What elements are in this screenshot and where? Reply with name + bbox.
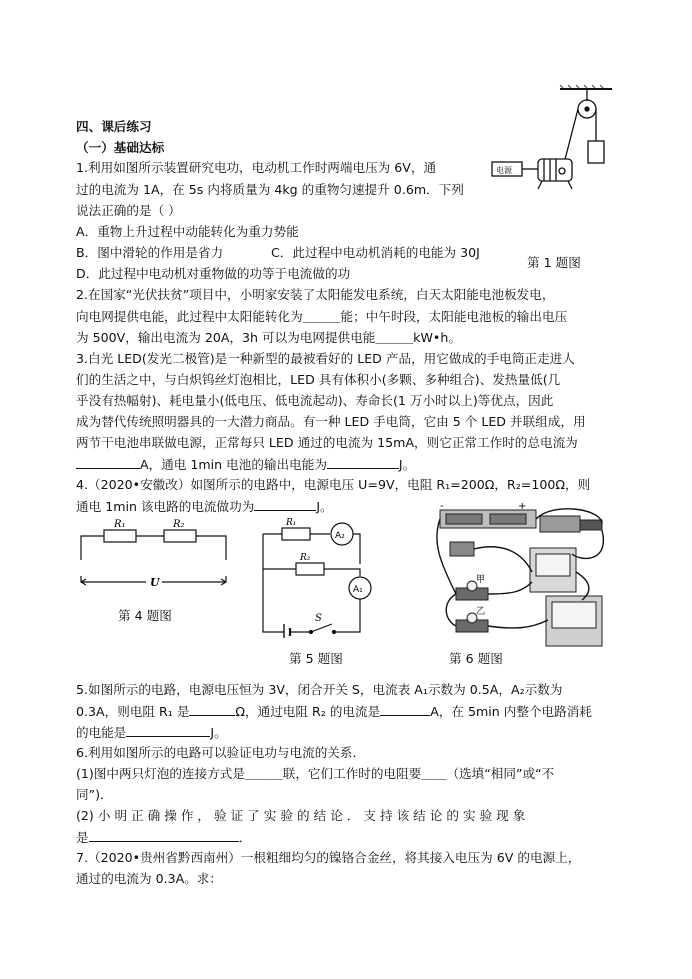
figure-5-r1-label: R₁ [286,518,297,528]
q5-line2 [76,703,592,720]
q5-line3-text-a: 的电能是 [76,725,127,740]
q6-line3: 同”)． [76,787,113,802]
figure-6-yi-label: 乙 [476,607,486,617]
q5-line2-text-a: 0.3A，则电阻 R₁ 是 [76,704,190,719]
figure-4-r2-label: R₂ [173,519,185,530]
q4-blank-work[interactable] [254,498,316,511]
q3-line5: 两节干电池串联做电源，正常每只 LED 通过的电流为 15mA，则它正常工作时的总电流为 [76,435,578,450]
figure-4-r1-label: R₁ [114,519,126,530]
q5-line3 [76,724,227,741]
figure-4-u-label: U [150,576,160,589]
section-title: 四、课后练习 [76,119,152,134]
q6-blank-phenomenon[interactable] [89,829,239,842]
q6-line5-text-b: ． [238,830,252,845]
q5-line1: 5.如图所示的电路，电源电压恒为 3V，闭合开关 S，电流表 A₁示数为 0.5A，A₂示数为 [76,682,563,697]
figure-5-circuit [248,512,388,638]
figure-5-switch-label: S [315,613,322,624]
figure-6-jia-label: 甲 [476,575,486,585]
q6-line5-text-a: 是 [76,830,89,845]
q3-line3: 乎没有热幅射)、耗电量小(低电压、低电流起动)、寿命长(1 万小时以上)等优点，因此 [76,393,554,408]
figure-1-motor-pulley [490,85,620,235]
q3-line4: 成为替代传统照明器具的一大潜力商品。有一种 LED 手电筒，它由 5 个 LED 并联组成，用 [76,414,586,429]
q1-line3: 说法正确的是（ ） [76,203,181,218]
q4-line1: 4.（2020•安徽改）如图所示的电路中，电源电压 U=9V，电阻 R₁=200Ω，R₂=100Ω，则 [76,477,591,492]
q5-blank-energy[interactable] [126,724,210,737]
q3-line2: 们的生活之中，与白炽钨丝灯泡相比，LED 具有体积小(多颗、多种组合)、发热量低(几 [76,372,561,387]
q6-line1: 6.利用如图所示的电路可以验证电功与电流的关系． [76,745,366,760]
q5-line3-text-b: J。 [210,725,227,740]
figure-6-apparatus-photo [432,502,610,650]
subsection-title: （一）基础达标 [76,140,165,155]
figure-5-caption: 第 5 题图 [289,651,343,666]
q6-line4: (2) 小 明 正 确 操 作 ， 验 证 了 实 验 的 结 论 ． 支 持 该 结 论 的 实 验 现 象 [76,808,526,823]
q2-line3: 为 500V，输出电流为 20A，3h 可以为电网提供电能＿＿＿kW•h。 [76,330,461,345]
q1-option-a: A．重物上升过程中动能转化为重力势能 [76,224,299,239]
q3-line6 [76,456,415,473]
figure-6-plus-label: + [518,502,527,512]
q2-line2: 向电网提供电能，此过程中太阳能转化为＿＿＿能；中午时段，太阳能电池板的输出电压 [76,309,568,324]
figure-1-caption: 第 1 题图 [527,255,581,270]
q3-blank-energy[interactable] [327,456,399,469]
q3-blank-current[interactable] [76,456,140,469]
q1-line2: 过的电流为 1A，在 5s 内将质量为 4kg 的重物匀速提升 0.6m．下列 [76,182,464,197]
q1-line1: 1.利用如图所示装置研究电功，电动机工作时两端电压为 6V，通 [76,160,437,175]
figure-4-caption: 第 4 题图 [118,608,172,623]
figure-5-r2-label: R₂ [300,553,311,563]
q4-line2-text-b: J。 [316,499,333,514]
q7-line2: 通过的电流为 0.3A。求： [76,871,222,886]
q5-line2-text-b: Ω，通过电阻 R₂ 的电流是 [235,704,381,719]
q1-option-d: D．此过程中电动机对重物做的功等于电流做的功 [76,266,351,281]
q5-blank-i2[interactable] [380,703,430,716]
figure-5-a2-label: A₂ [335,531,345,541]
q6-line2: (1)图中两只灯泡的连接方式是＿＿＿联，它们工作时的电阻要＿＿（选填“相同”或“不 [76,766,555,781]
q4-line2-text-a: 通电 1min 该电路的电流做功为 [76,499,255,514]
figure-5-a1-label: A₁ [353,585,363,595]
q3-line6-text-b: J。 [398,457,416,472]
figure-1-power-label: 电源 [496,166,512,175]
figure-4-circuit [76,516,266,592]
figure-6-caption: 第 6 题图 [449,651,503,666]
q1-option-b: B．图中滑轮的作用是省力 [76,245,224,260]
q5-blank-r1[interactable] [189,703,235,716]
q6-line5 [76,829,251,846]
q1-option-c: C．此过程中电动机消耗的电能为 30J [271,245,480,260]
figure-6-minus-label: - [440,502,444,512]
q2-line1: 2.在国家“光伏扶贫”项目中，小明家安装了太阳能发电系统，白天太阳能电池板发电， [76,287,555,302]
q7-line1: 7.（2020•贵州省黔西南州）一根粗细均匀的镍铬合金丝，将其接入电压为 6V 的电源上， [76,850,581,865]
q3-line1: 3.白光 LED(发光二极管)是一种新型的最被看好的 LED 产品，用它做成的手电筒正走进人 [76,351,575,366]
q3-line6-text-a: A，通电 1min 电池的输出电能为 [140,457,327,472]
q5-line2-text-c: A，在 5min 内整个电路消耗 [430,704,592,719]
